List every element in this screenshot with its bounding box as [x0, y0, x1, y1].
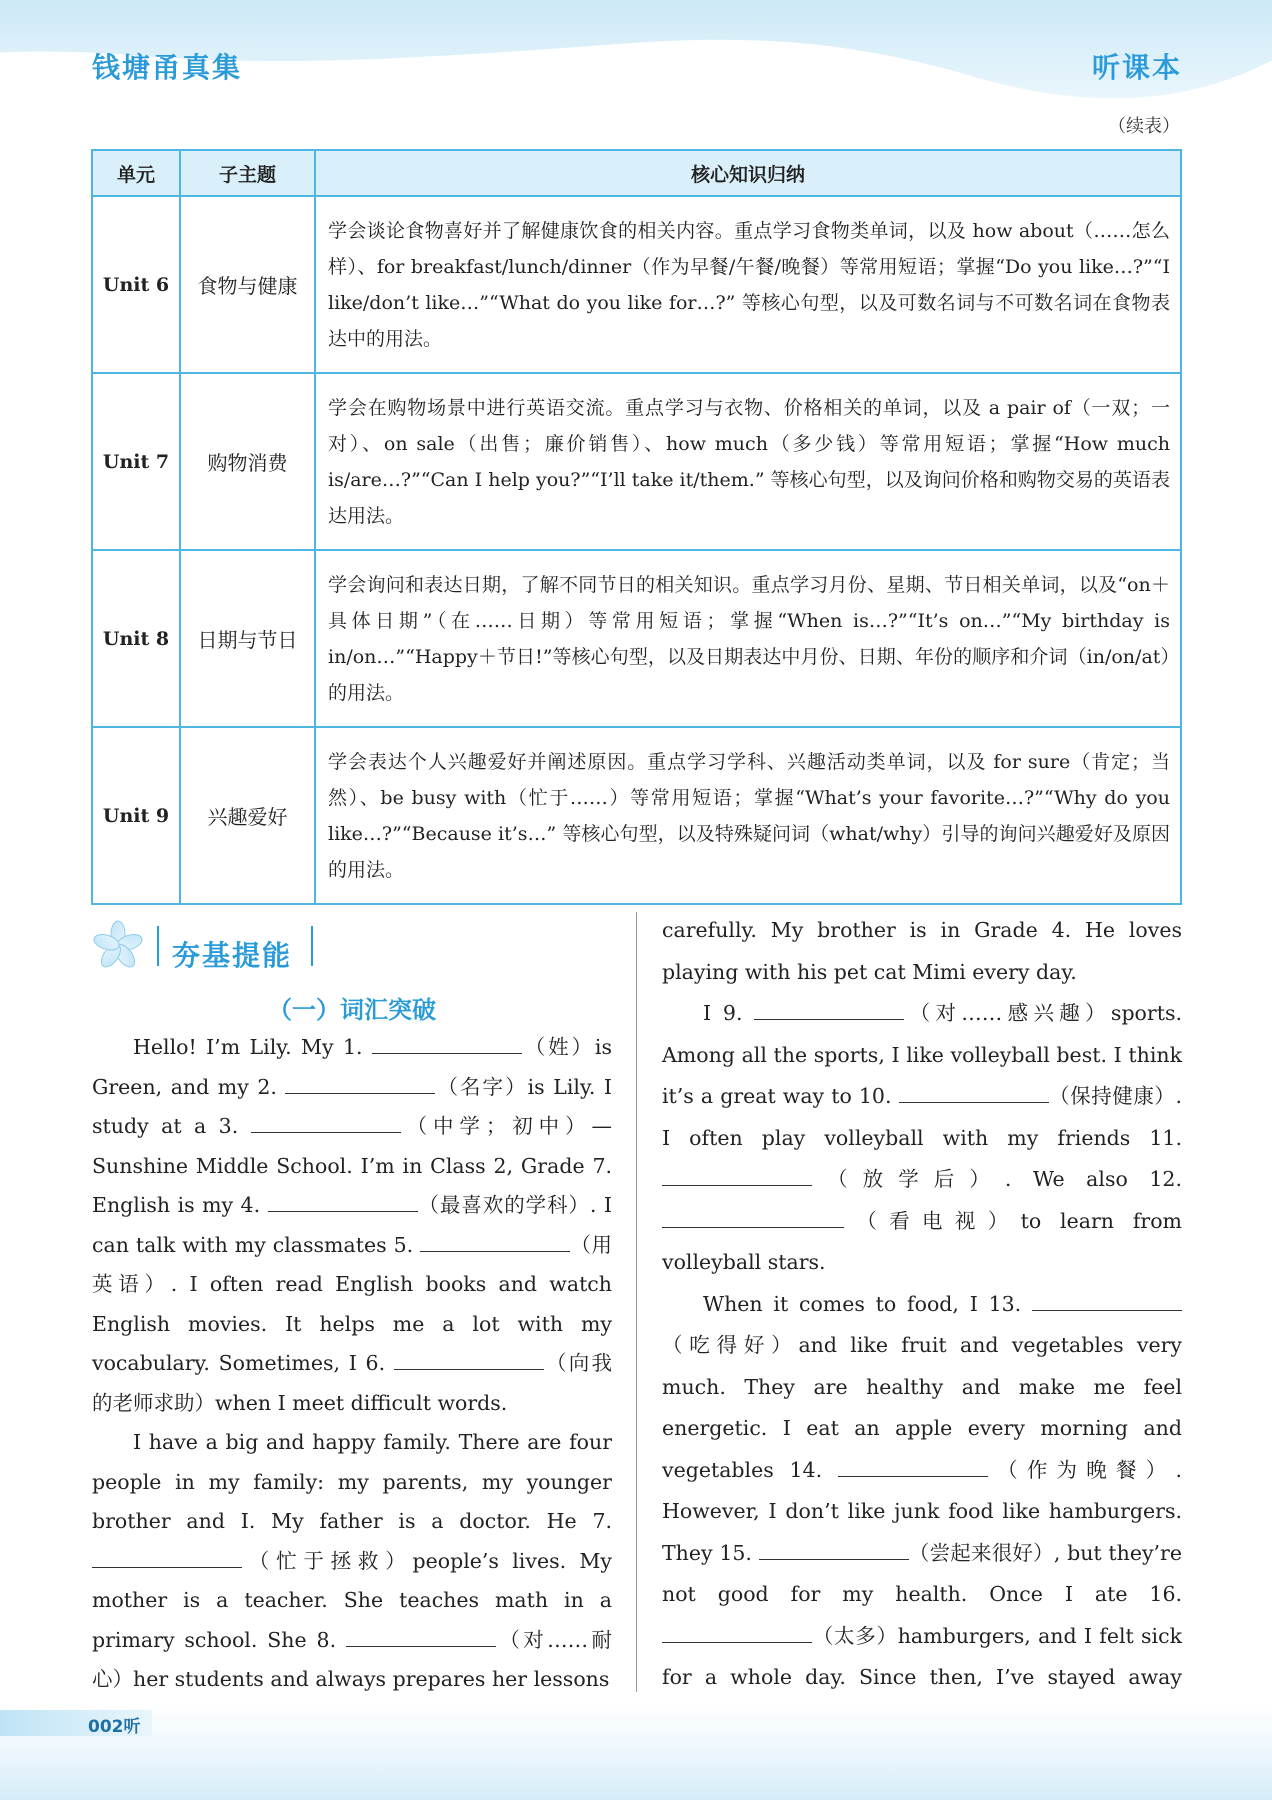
footer-decoration: [0, 1704, 1272, 1800]
blank-11[interactable]: [662, 1166, 812, 1187]
column-divider: [636, 912, 637, 1692]
table-row: [92, 550, 1181, 727]
topic-cell: 购物消费: [180, 373, 315, 550]
blank-1[interactable]: [372, 1034, 522, 1055]
unit-cell: Unit 9: [92, 727, 180, 904]
table-row: [92, 196, 1181, 373]
unit-cell: Unit 6: [92, 196, 180, 373]
blank-16[interactable]: [662, 1622, 812, 1643]
topic-cell: 兴趣爱好: [180, 727, 315, 904]
blank-4[interactable]: [268, 1192, 418, 1213]
content-cell: 学会谈论食物喜好并了解健康饮食的相关内容。重点学习食物类单词，以及 how about（……怎么样）、for breakfast/lunch/dinner（作为早餐/午餐/晚餐）等常用短语；掌握“Do you like…?”“I like/don’t like…”“What do you like for…?” 等核心句型，以及可数名词与不可数名词在食物表达中的用法。: [315, 196, 1181, 373]
table-row: [92, 727, 1181, 904]
blank-7[interactable]: [92, 1547, 242, 1568]
page-number: 002听: [88, 1717, 141, 1737]
section-title: 夯基提能: [172, 939, 293, 972]
table-header-row: [92, 150, 1181, 196]
passage-left-column: [92, 1028, 612, 1700]
blank-12[interactable]: [662, 1207, 844, 1228]
passage-paragraph: I 9. （对……感兴趣）sports. Among all the sports, I like volleyball best. I think it’s a great way to 10. （保持健康）. I often play volleyball with my friends 11. （放学后）. We also 12. （看电视）to learn from volleyball stars.: [662, 1001, 1182, 1274]
blank-2[interactable]: [285, 1073, 435, 1094]
table-continued-note: （续表）: [1108, 116, 1180, 137]
content-cell: 学会在购物场景中进行英语交流。重点学习与衣物、价格相关的单词，以及 a pair of（一双；一对）、on sale（出售；廉价销售）、how much（多少钱）等常用短语；掌握“How much is/are…?”“Can I help you?”“I’ll take it/them.” 等核心句型，以及询问价格和购物交易的英语表达用法。: [315, 373, 1181, 550]
flower-icon: [92, 921, 144, 970]
book-type-label: 听课本: [1091, 51, 1182, 84]
blank-6[interactable]: [394, 1350, 544, 1371]
unit-cell: Unit 7: [92, 373, 180, 550]
table-row: [92, 373, 1181, 550]
topic-cell: 日期与节日: [180, 550, 315, 727]
blank-3[interactable]: [251, 1113, 401, 1134]
unit-summary-table: [91, 149, 1182, 905]
exercise-subheading: （一）词汇突破: [268, 996, 436, 1024]
blank-15[interactable]: [759, 1539, 909, 1560]
brand-title: 钱塘甬真集: [92, 51, 243, 84]
header-content: 核心知识归纳: [315, 150, 1181, 196]
passage-paragraph: Hello! I’m Lily. My 1. （姓）is Green, and my 2. （名字）is Lily. I study at a 3. （中学；初中）—Sunshine Middle School. I’m in Class 2, Grade 7. English is my 4. （最喜欢的学科）. I can talk with my classmates 5. （用英语）. I often read English books and watch English movies. It helps me a lot with my vocabulary. Sometimes, I 6. （向我的老师求助）when I meet difficult words.: [92, 1035, 612, 1415]
blank-9[interactable]: [754, 1000, 904, 1021]
passage-paragraph: When it comes to food, I 13. （吃得好）and like fruit and vegetables very much. They are healthy and make me feel energetic. I eat an apple every morning and vegetables 14. （作为晚餐）. However, I don’t like junk food like hamburgers. They 15. （尝起来很好）, but they’re not good for my health. Once I ate 16. （太多）hamburgers, and I felt sick for a whole day. Since then, I’ve stayed away: [662, 1284, 1182, 1741]
blank-14[interactable]: [838, 1456, 988, 1477]
blank-13[interactable]: [1032, 1290, 1182, 1311]
header-unit: 单元: [92, 150, 180, 196]
content-cell: 学会表达个人兴趣爱好并阐述原因。重点学习学科、兴趣活动类单词，以及 for sure（肯定；当然）、be busy with（忙于……）等常用短语；掌握“What’s your favorite…?”“Why do you like…?”“Because it’s…” 等核心句型，以及特殊疑问词（what/why）引导的询问兴趣爱好及原因的用法。: [315, 727, 1181, 904]
blank-10[interactable]: [899, 1083, 1049, 1104]
blank-8[interactable]: [346, 1626, 496, 1647]
passage-paragraph: carefully. My brother is in Grade 4. He loves playing with his pet cat Mimi every day.: [662, 918, 1182, 984]
unit-cell: Unit 8: [92, 550, 180, 727]
passage-right-column: [662, 910, 1182, 1740]
blank-5[interactable]: [420, 1231, 570, 1252]
passage-paragraph: I have a big and happy family. There are four people in my family: my parents, my younger brother and I. My father is a doctor. He 7. （忙于拯救）people’s lives. My mother is a teacher. She teaches math in a primary school. She 8. （对……耐心）her students and always prepares her lessons: [92, 1430, 612, 1691]
topic-cell: 食物与健康: [180, 196, 315, 373]
content-cell: 学会询问和表达日期，了解不同节日的相关知识。重点学习月份、星期、节日相关单词，以及“on＋具体日期”（在……日期）等常用短语；掌握“When is…?”“It’s on…”“My birthday is in/on…”“Happy＋节日!”等核心句型，以及日期表达中月份、日期、年份的顺序和介词（in/on/at）的用法。: [315, 550, 1181, 727]
header-topic: 子主题: [180, 150, 315, 196]
